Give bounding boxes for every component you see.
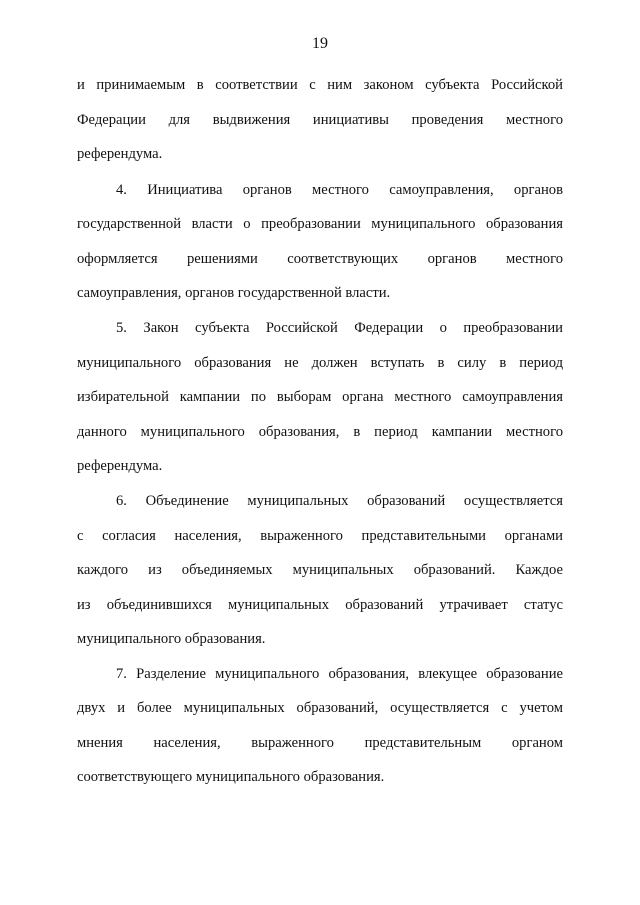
text-line: 6. Объединение муниципальных образований осуществляется	[116, 493, 563, 509]
text-line: из объединившихся муниципальных образований утрачивает статус	[77, 597, 563, 613]
text-line: и принимаемым в соответствии с ним законом субъекта Российской	[77, 77, 563, 93]
text-line: мнения населения, выраженного представительным органом	[77, 735, 563, 751]
text-line: оформляется решениями соответствующих органов местного	[77, 251, 563, 267]
text-line: двух и более муниципальных образований, осуществляется с учетом	[77, 700, 563, 716]
text-line: муниципального образования не должен вступать в силу в период	[77, 355, 563, 371]
text-line: Федерации для выдвижения инициативы проведения местного	[77, 112, 563, 128]
text-line: соответствующего муниципального образования.	[77, 769, 385, 785]
text-line: 4. Инициатива органов местного самоуправления, органов	[116, 182, 563, 198]
text-line: референдума.	[77, 146, 163, 162]
text-line: референдума.	[77, 458, 163, 474]
text-line: 5. Закон субъекта Российской Федерации о преобразовании	[116, 320, 563, 336]
text-line: 7. Разделение муниципального образования, влекущее образование	[116, 666, 563, 682]
text-line: данного муниципального образования, в период кампании местного	[77, 424, 563, 440]
text-line: избирательной кампании по выборам органа местного самоуправления	[77, 389, 563, 405]
text-line: самоуправления, органов государственной власти.	[77, 285, 391, 301]
text-line: муниципального образования.	[77, 631, 266, 647]
text-line: каждого из объединяемых муниципальных образований. Каждое	[77, 562, 563, 578]
page-number: 19	[312, 35, 328, 52]
text-line: государственной власти о преобразовании муниципального образования	[77, 216, 563, 232]
text-line: с согласия населения, выраженного представительными органами	[77, 528, 563, 544]
